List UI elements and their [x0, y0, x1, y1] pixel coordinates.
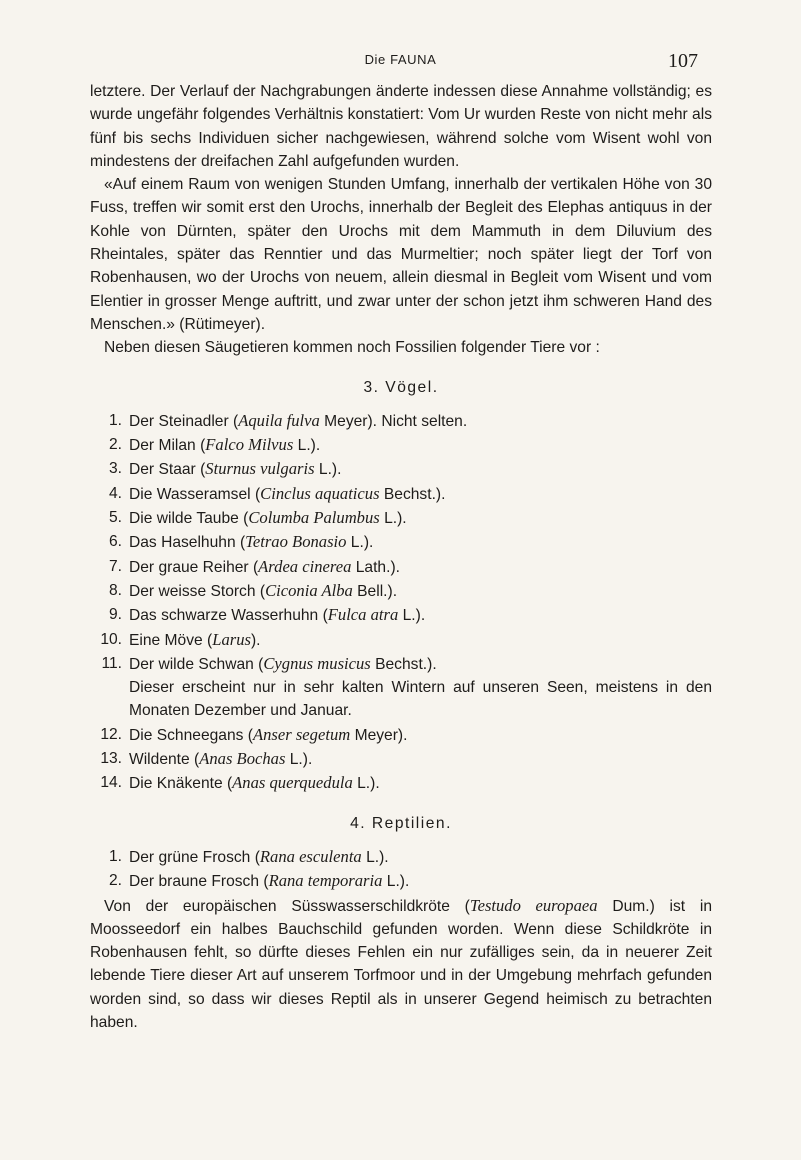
common-name: Die Schneegans: [129, 726, 244, 744]
scientific-name: Rana temporaria: [268, 871, 383, 891]
author: L.: [357, 775, 371, 793]
list-item: [90, 652, 712, 676]
item-number: 14.: [100, 774, 122, 792]
section-title-reptiles: 4. Reptilien.: [350, 814, 452, 832]
author: Meyer: [354, 726, 398, 744]
closing-text-end: ) ist in Moosseedorf ein halbes Bauchschild gefunden worden. Wenn diese Schildkröte in Robenhausen fehlt, so dürfte dieses Fehlen ein nur zufälliges sein, da in neuerer Zeit lebende Tiere dieser Art auf unserem Torfmoor und in der Umgebung mehrfach gefunden worden sind, so dass wir dieses Reptil als in unserer Gegend heimisch zu betrachten haben.: [90, 897, 713, 1031]
close-paren: ).: [387, 582, 398, 600]
close-paren: ).: [397, 510, 407, 528]
item-number: 9.: [108, 606, 122, 624]
common-name: Das schwarze Wasserhuhn: [129, 607, 319, 625]
list-item: [90, 506, 712, 530]
scientific-name: Testudo europaea: [469, 895, 598, 915]
author: L.: [318, 461, 332, 479]
item-number: 2.: [108, 872, 122, 890]
item-number: 1.: [108, 411, 122, 429]
common-name: Die Knäkente: [129, 775, 223, 793]
open-paren: (: [207, 631, 213, 649]
open-paren: (: [233, 412, 239, 430]
open-paren: (: [200, 461, 206, 479]
item-number: 11.: [101, 654, 122, 672]
list-item: [90, 845, 712, 869]
close-paren: ).: [379, 848, 389, 866]
list-item: [90, 771, 712, 795]
close-paren: ).: [435, 485, 446, 503]
item-number: 2.: [108, 436, 122, 454]
author: L.: [350, 534, 364, 552]
open-paren: (: [254, 848, 260, 866]
open-paren: (: [200, 437, 206, 455]
list-item: [90, 603, 712, 627]
scientific-name: Fulca atra: [327, 605, 399, 625]
open-paren: (: [322, 607, 328, 625]
close-paren: ).: [390, 558, 400, 576]
section-title-birds: 3. Vögel.: [363, 378, 439, 396]
scientific-name: Larus: [212, 629, 251, 649]
author: L.: [384, 510, 398, 528]
close-paren: ).: [363, 534, 374, 552]
list-item: [90, 579, 712, 603]
scientific-name: Anas querquedula: [232, 773, 353, 793]
author: L.: [386, 873, 400, 891]
close-paren: ).: [397, 726, 408, 744]
scientific-name: Anser segetum: [252, 724, 351, 744]
close-paren: ).: [250, 631, 261, 649]
closing-text-start: Von der europäischen Süsswasserschildkröte (: [104, 897, 470, 915]
list-item: [90, 869, 712, 893]
item-note: Nicht selten.: [381, 412, 468, 430]
item-number: 10.: [100, 630, 122, 648]
item-number: 8.: [108, 581, 122, 599]
close-paren: ).: [370, 775, 380, 793]
close-paren: ).: [302, 751, 313, 769]
open-paren: (: [259, 582, 266, 600]
close-paren: ).: [427, 655, 437, 673]
list-item: [90, 723, 712, 747]
item-number: 13.: [100, 750, 122, 768]
scientific-name: Falco Milvus: [205, 435, 294, 455]
close-paren: ).: [367, 412, 378, 430]
common-name: Der grüne Frosch: [129, 848, 251, 866]
author: Meyer: [324, 412, 368, 430]
author: Bechst.: [383, 485, 436, 503]
item-number: 4.: [108, 484, 122, 502]
scientific-name: Anas Bochas: [199, 749, 286, 769]
open-paren: (: [239, 534, 246, 552]
common-name: Die Wasseramsel: [129, 485, 251, 503]
open-paren: (: [263, 873, 269, 891]
scientific-name: Sturnus vulgaris: [205, 459, 315, 479]
common-name: Eine Möve: [129, 631, 203, 649]
common-name: Die wilde Taube: [129, 510, 239, 528]
open-paren: (: [247, 726, 253, 744]
close-paren: ).: [331, 461, 342, 479]
author: L.: [289, 751, 303, 769]
item-number: 5.: [108, 509, 122, 527]
common-name: Der weisse Storch: [129, 582, 256, 600]
intro-paragraph-1: letztere. Der Verlauf der Nachgrabungen änderte indessen diese Annahme vollständig; es wurde ungefähr folgendes Verhältnis konstatiert: Vom Ur wurden Reste von nicht mehr als fünf bis sechs Individuen sicher nachgewiesen, während solche vom Wisent wohl von mindestens der dreifachen Zahl aufgefunden wurden.: [90, 83, 712, 170]
page-number: 107: [668, 50, 698, 72]
common-name: Der Milan: [129, 437, 196, 455]
list-item: [90, 482, 712, 506]
common-name: Das Haselhuhn: [129, 534, 236, 552]
running-title: Die FAUNA: [364, 52, 437, 67]
author: L.: [366, 848, 380, 866]
bird-list: [90, 409, 712, 676]
list-item: [90, 530, 712, 554]
intro-paragraph-3: Neben diesen Säugetieren kommen noch Fossilien folgender Tiere vor :: [104, 339, 600, 357]
common-name: Der braune Frosch: [129, 873, 260, 891]
close-paren: ).: [310, 437, 321, 455]
scientific-name: Rana esculenta: [259, 846, 362, 866]
item-number: 6.: [108, 533, 122, 551]
scientific-name: Ciconia Alba: [265, 580, 353, 600]
list-item: [90, 555, 712, 579]
scientific-name: Columba Palumbus: [248, 508, 380, 528]
open-paren: (: [194, 751, 200, 769]
author: L.: [297, 437, 311, 455]
common-name: Der wilde Schwan: [129, 655, 254, 673]
common-name: Der Staar: [129, 461, 196, 479]
close-paren: ).: [399, 873, 410, 891]
close-paren: ).: [415, 607, 426, 625]
open-paren: (: [226, 775, 233, 793]
open-paren: (: [258, 655, 264, 673]
scientific-name: Tetrao Bonasio: [245, 532, 347, 552]
list-item: [90, 457, 712, 481]
author: Bell.: [357, 582, 388, 600]
item-number: 7.: [108, 557, 122, 575]
quote-paragraph: «Auf einem Raum von wenigen Stunden Umfang, innerhalb der vertikalen Höhe von 30 Fuss, treffen wir somit erst den Urochs, innerhalb der Begleit des Elephas antiquus in der Kohle von Dürnten, später den Urochs mit dem Mammuth in dem Diluvium des Rheintales, später das Renntier und das Murmeltier; noch später liegt der Torf von Robenhausen, wo der Urochs von neuem, allein diesmal in Begleit vom Wisent und vom Elentier in grosser Menge auftritt, und zwar unter der schon jetzt ihm schweren Hand des Menschen.» (Rütimeyer).: [90, 176, 712, 333]
common-name: Wildente: [129, 751, 190, 769]
item-number: 3.: [108, 460, 122, 478]
open-paren: (: [254, 485, 261, 503]
page-body: [90, 80, 712, 1034]
open-paren: (: [252, 558, 259, 576]
author: Bechst.: [375, 655, 428, 673]
common-name: Der graue Reiher: [129, 558, 249, 576]
list-item: [90, 747, 712, 771]
scientific-name: Cinclus aquaticus: [260, 483, 380, 503]
open-paren: (: [243, 510, 249, 528]
author: Dum.: [612, 897, 650, 915]
scientific-name: Cygnus musicus: [263, 653, 371, 673]
list-item: [90, 628, 712, 652]
list-item: [90, 409, 712, 433]
author: L.: [402, 607, 416, 625]
list-item: [90, 433, 712, 457]
common-name: Der Steinadler: [129, 412, 229, 430]
item-number: 1.: [108, 847, 122, 865]
author: Lath.: [355, 558, 391, 576]
reptile-list: [90, 845, 712, 894]
scientific-name: Ardea cinerea: [258, 556, 352, 576]
bird-list-continued: [90, 723, 712, 796]
item-number: 12.: [100, 725, 122, 743]
closing-paragraph: [90, 894, 712, 1035]
swan-note: Dieser erscheint nur in sehr kalten Wintern auf unseren Seen, meistens in den Monaten Dezember und Januar.: [129, 679, 712, 720]
scientific-name: Aquila fulva: [238, 410, 320, 430]
